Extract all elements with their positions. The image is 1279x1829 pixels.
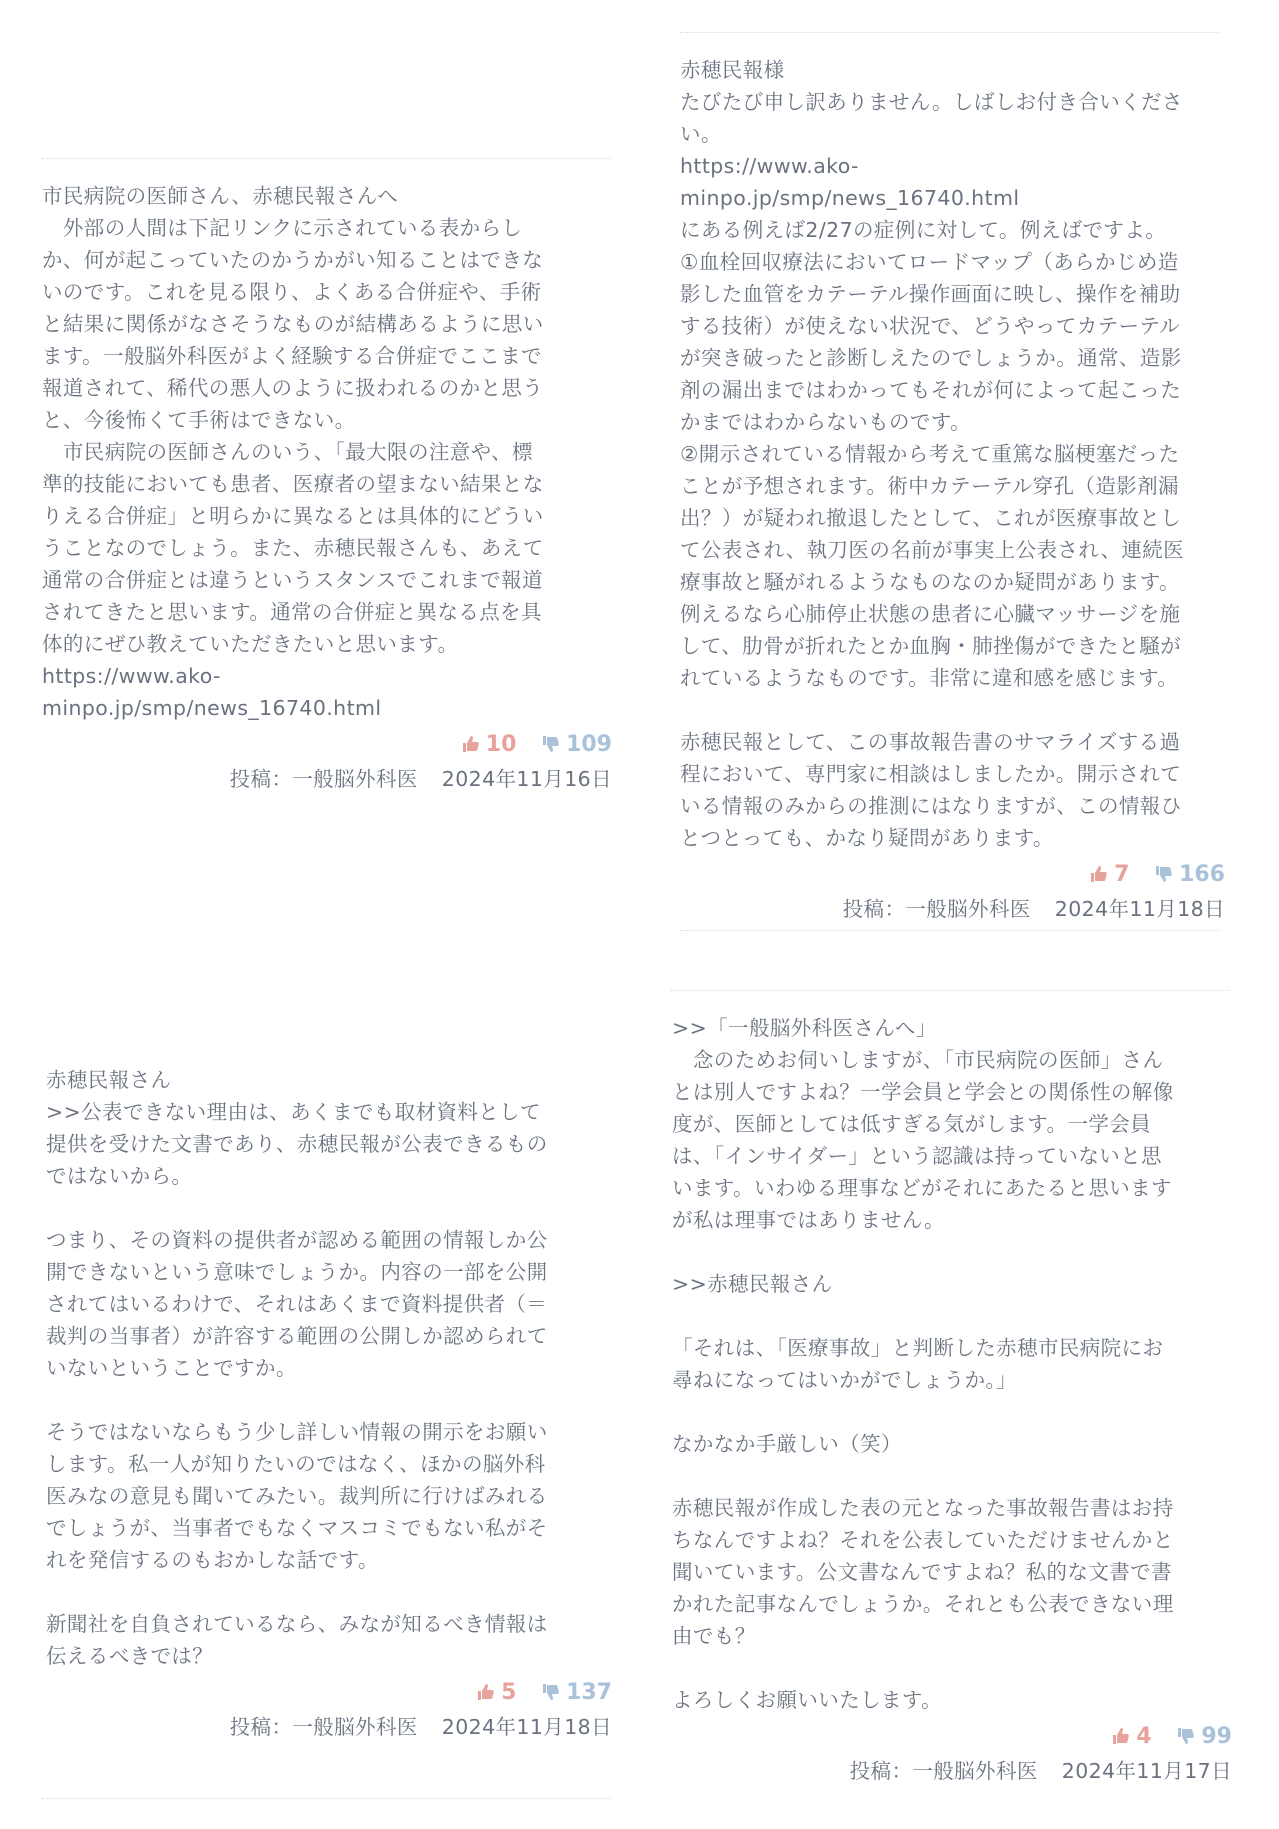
vote-bar xyxy=(680,858,1225,892)
like-count: 4 xyxy=(1136,1724,1152,1749)
like-count: 10 xyxy=(485,732,517,757)
comment-card xyxy=(672,1012,1232,1788)
author-label: 投稿：一般脳外科医 xyxy=(842,897,1031,921)
vote-bar xyxy=(42,728,612,762)
comment-card xyxy=(42,180,612,796)
comment-footer xyxy=(680,892,1225,926)
like-button[interactable] xyxy=(1112,1720,1151,1754)
thumbs-down-icon xyxy=(542,1683,560,1701)
like-button[interactable] xyxy=(462,728,517,762)
comment-body: 赤穂民報様 たびたび申し訳ありません。しばしお付き合いくださ い。 https://www.ako- minpo.jp/smp/news_16740.html にある例えば2/27の症例に対して。例えばですよ。 ①血栓回収療法においてロードマップ（あらかじめ造 影した血管をカテーテル操作画面に映し、操作を補助 する技術）が使えない状況で、どうやってカテーテル が突き破ったと診断しえたのでしょうか。通常、造影 剤の漏出まではわかってもそれが何によって起こった かまではわからないものです。 ②開示されている情報から考えて重篤な脳梗塞だった ことが予想されます。術中カテーテル穿孔（造影剤漏 出？）が疑われ撤退したとして、これが医療事故とし て公表され、執刀医の名前が事実上公表され、連続医 療事故と騒がれるようなものなのか疑問があります。 例えるなら心肺停止状態の患者に心臓マッサージを施 して、肋骨が折れたとか血胸・肺挫傷ができたと騒が れているようなものです。非常に違和感を感じます。 赤穂民報として、この事故報告書のサマライズする過 程において、専門家に相談はしましたか。開示されて いる情報のみからの推測にはなりますが、この情報ひ とつとっても、かなり疑問があります。 xyxy=(680,58,1185,850)
author-label: 投稿：一般脳外科医 xyxy=(229,767,418,791)
comment-body: 赤穂民報さん >>公表できない理由は、あくまでも取材資料として 提供を受けた文書であり、赤穂民報が公表できるもの ではないから。 つまり、その資料の提供者が認める範囲の情報しか公 開できないという意味でしょうか。内容の一部を公開 されてはいるわけで、それはあくまで資料提供者（＝ 裁判の当事者）が許容する範囲の公開しか認められて いないということですか。 そうではないならもう少し詳しい情報の開示をお願い します。私一人が知りたいのではなく、ほかの脳外科 医みなの意見も聞いてみたい。裁判所に行けばみれる でしょうが、当事者でもなくマスコミでもない私がそ れを発信するのもおかしな話です。 新聞社を自負されているなら、みなが知るべき情報は 伝えるべきでは？ xyxy=(46,1068,548,1668)
comment-body: 市民病院の医師さん、赤穂民報さんへ 外部の人間は下記リンクに示されている表からし か、何が起こっていたのかうかがい知ることはできな いのです。これを見る限り、よくある合併症や、手術 と結果に関係がなさそうなものが結構あるように思い ます。一般脳外科医がよく経験する合併症でここまで 報道されて、稀代の悪人のように扱われるのかと思う と、今後怖くて手術はできない。 市民病院の医師さんのいう、「最大限の注意や、標 準的技能においても患者、医療者の望まない結果とな りえる合併症」と明らかに異なるとは具体的にどうい うことなのでしょう。また、赤穂民報さんも、あえて 通常の合併症とは違うというスタンスでこれまで報道 されてきたと思います。通常の合併症と異なる点を具 体的にぜひ教えていただきたいと思います。 https://www.ako- minpo.jp/smp/news_16740.html xyxy=(42,184,544,720)
comment-footer xyxy=(42,762,612,796)
like-button[interactable] xyxy=(477,1676,516,1710)
post-date: 2024年11月16日 xyxy=(441,767,612,791)
like-button[interactable] xyxy=(1090,858,1129,892)
dislike-count: 137 xyxy=(566,1680,612,1705)
thumbs-down-icon xyxy=(542,735,560,753)
post-date: 2024年11月18日 xyxy=(441,1715,612,1739)
post-date: 2024年11月18日 xyxy=(1054,897,1225,921)
comment-divider xyxy=(670,990,1230,991)
thumbs-up-icon xyxy=(1112,1727,1130,1745)
thumbs-down-icon xyxy=(1177,1727,1195,1745)
comment-divider xyxy=(680,32,1220,33)
dislike-button[interactable] xyxy=(1155,858,1225,892)
thumbs-up-icon xyxy=(1090,865,1108,883)
comment-divider xyxy=(42,158,612,159)
comment-footer xyxy=(672,1754,1232,1788)
vote-bar xyxy=(672,1720,1232,1754)
comment-divider xyxy=(680,930,1220,931)
dislike-count: 99 xyxy=(1201,1724,1232,1749)
dislike-count: 166 xyxy=(1179,862,1225,887)
thumbs-up-icon xyxy=(477,1683,495,1701)
thumbs-up-icon xyxy=(462,735,480,753)
dislike-count: 109 xyxy=(566,732,612,757)
comment-body: >>「一般脳外科医さんへ」 念のためお伺いしますが、「市民病院の医師」さん とは別人ですよね？一学会員と学会との関係性の解像 度が、医師としては低すぎる気がします。一学会員 は、「インサイダー」という認識は持っていないと思 います。いわゆる理事などがそれにあたると思います が私は理事ではありません。 >>赤穂民報さん 「それは、「医療事故」と判断した赤穂市民病院にお 尋ねになってはいかがでしょうか。」 なかなか手厳しい（笑） 赤穂民報が作成した表の元となった事故報告書はお持 ちなんですよね？それを公表していただけませんかと 聞いています。公文書なんですよね？私的な文書で書 かれた記事なんでしょうか。それとも公表できない理 由でも？ よろしくお願いいたします。 xyxy=(672,1016,1174,1712)
vote-bar xyxy=(46,1676,612,1710)
like-count: 5 xyxy=(501,1680,517,1705)
author-label: 投稿：一般脳外科医 xyxy=(229,1715,418,1739)
post-date: 2024年11月17日 xyxy=(1061,1759,1232,1783)
comment-card xyxy=(46,1064,612,1744)
comment-card xyxy=(680,54,1225,926)
author-label: 投稿：一般脳外科医 xyxy=(849,1759,1038,1783)
like-count: 7 xyxy=(1114,862,1130,887)
dislike-button[interactable] xyxy=(1177,1720,1232,1754)
comment-divider xyxy=(42,1798,612,1799)
dislike-button[interactable] xyxy=(542,728,612,762)
comment-footer xyxy=(46,1710,612,1744)
dislike-button[interactable] xyxy=(542,1676,612,1710)
thumbs-down-icon xyxy=(1155,865,1173,883)
